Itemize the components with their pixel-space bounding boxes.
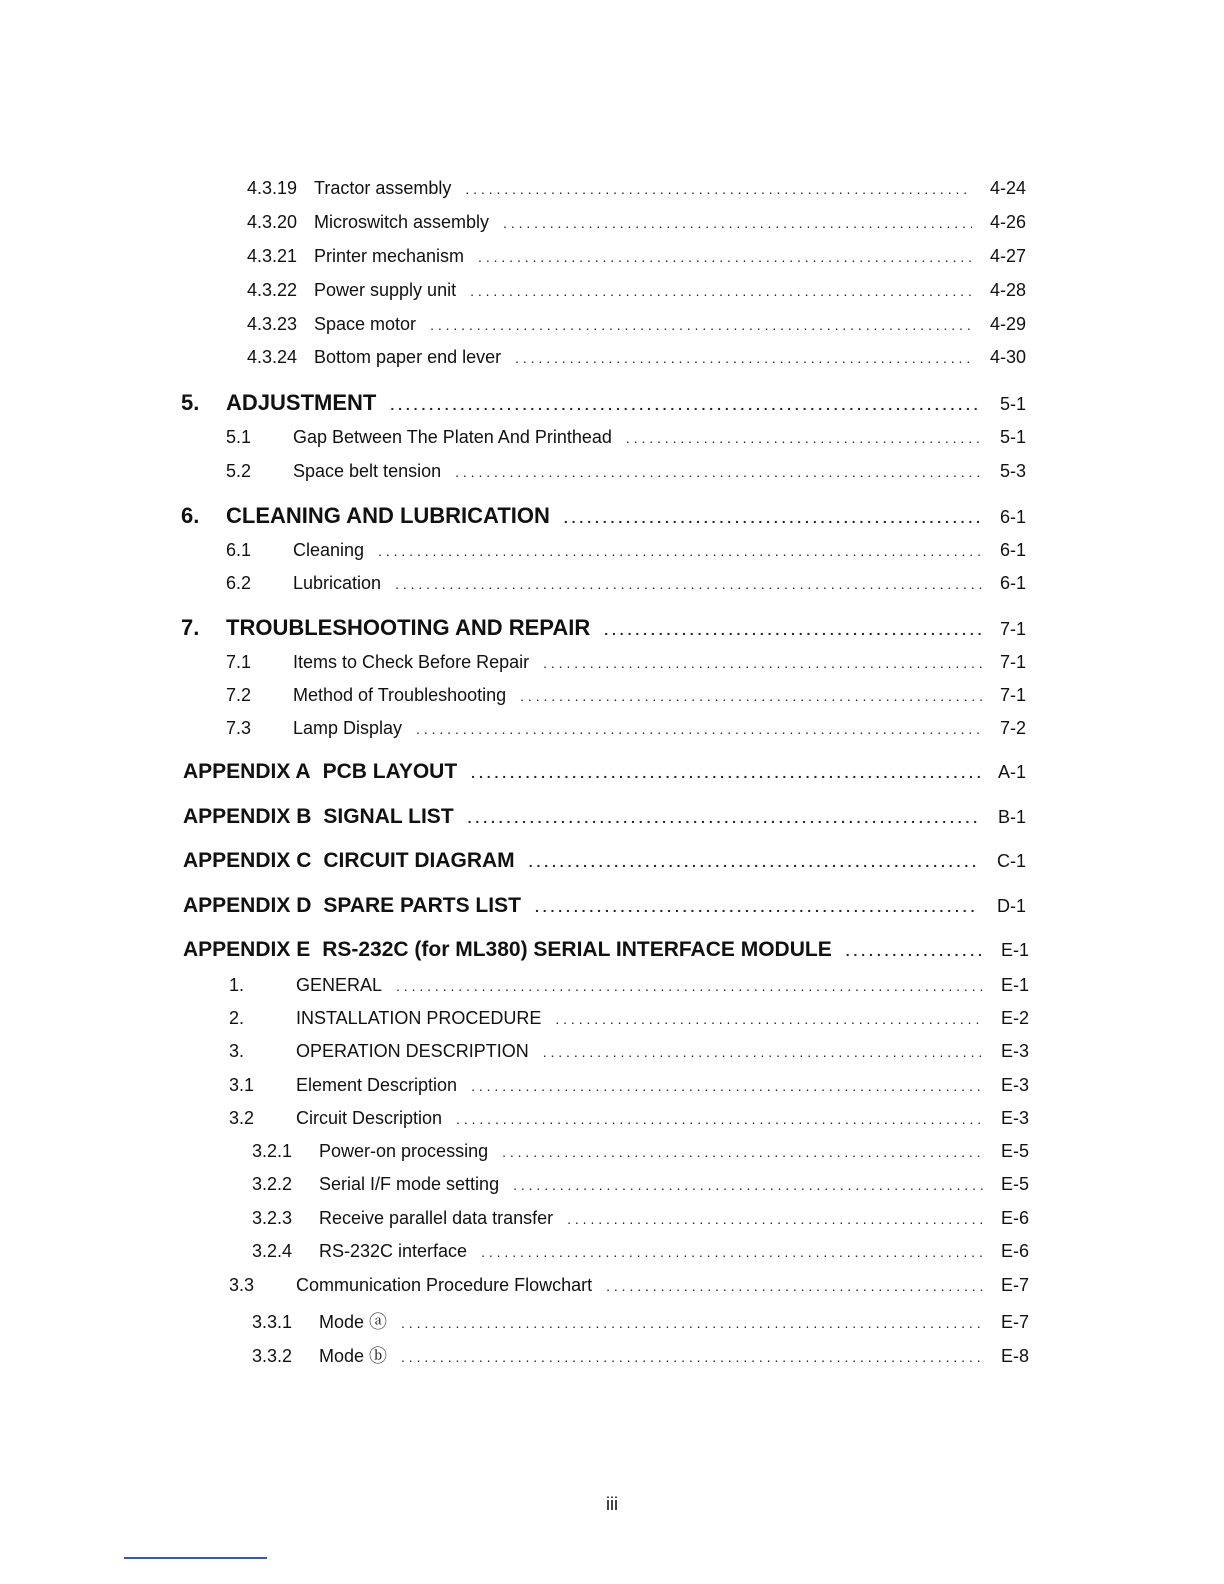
entry-title: Power-on processing	[319, 1141, 489, 1161]
entry-page: 6-1	[999, 573, 1026, 593]
dot-leader	[455, 461, 982, 482]
dot-leader	[543, 652, 982, 673]
entry-title: Mode ⓑ	[319, 1346, 388, 1366]
dot-leader	[846, 938, 983, 962]
entry-number: 2.	[229, 1008, 245, 1028]
chapter-title: ADJUSTMENT	[226, 390, 377, 415]
entry-page: 5-1	[999, 427, 1026, 447]
entry-page: 4-24	[989, 178, 1026, 198]
toc-entry[interactable]	[247, 280, 1026, 301]
entry-page: E-3	[1000, 1075, 1029, 1095]
entry-number: 3.2.3	[252, 1208, 293, 1228]
toc-chapter[interactable]	[181, 390, 1026, 416]
entry-page: E-3	[1000, 1108, 1029, 1128]
entry-page: E-8	[1000, 1346, 1029, 1366]
entry-number: 4.3.22	[247, 280, 298, 300]
appendix-label: APPENDIX B	[183, 805, 312, 828]
entry-title: Space motor	[314, 314, 417, 334]
entry-page: A-1	[997, 762, 1026, 782]
toc-entry[interactable]	[247, 347, 1026, 368]
dot-leader	[513, 1174, 983, 1195]
entry-number: 3.2	[229, 1108, 255, 1128]
toc-entry[interactable]	[229, 1008, 1029, 1029]
dot-leader	[535, 894, 979, 918]
appendix-label: APPENDIX D	[183, 894, 312, 917]
entry-number: 3.2.1	[252, 1141, 293, 1161]
entry-title: Items to Check Before Repair	[293, 652, 530, 672]
dot-leader	[515, 347, 972, 368]
toc-entry[interactable]	[247, 314, 1026, 335]
dot-leader	[401, 1312, 983, 1333]
dot-leader	[567, 1208, 983, 1229]
entry-number: 3.1	[229, 1075, 255, 1095]
dot-leader	[471, 1075, 983, 1096]
toc-entry[interactable]	[247, 246, 1026, 267]
dot-leader	[390, 390, 982, 416]
entry-page: E-6	[1000, 1208, 1029, 1228]
dot-leader	[529, 849, 979, 873]
entry-title: Tractor assembly	[314, 178, 452, 198]
appendix-title: PCB LAYOUT	[322, 760, 458, 783]
entry-number: 4.3.21	[247, 246, 298, 266]
toc-entry[interactable]	[229, 1275, 1029, 1296]
chapter-number: 5.	[181, 390, 200, 415]
entry-title: Bottom paper end lever	[314, 347, 502, 367]
entry-title: Mode ⓐ	[319, 1312, 388, 1332]
entry-page: C-1	[996, 851, 1026, 871]
dot-leader	[396, 975, 983, 996]
dot-leader	[416, 718, 982, 739]
dot-leader	[555, 1008, 983, 1029]
entry-number: 6.2	[226, 573, 252, 593]
toc-appendix[interactable]	[183, 938, 1029, 962]
entry-page: 7-2	[999, 718, 1026, 738]
entry-title: INSTALLATION PROCEDURE	[296, 1008, 542, 1028]
entry-number: 5.2	[226, 461, 252, 481]
entry-number: 3.3.2	[252, 1346, 293, 1366]
entry-page: 7-1	[999, 619, 1026, 639]
toc-entry[interactable]	[226, 718, 1026, 739]
toc-entry[interactable]	[229, 1041, 1029, 1062]
toc-entry[interactable]	[226, 461, 1026, 482]
dot-leader	[471, 760, 980, 784]
dot-leader	[502, 1141, 983, 1162]
dot-leader	[395, 573, 982, 594]
toc-entry[interactable]	[252, 1208, 1029, 1229]
entry-page: E-7	[1000, 1275, 1029, 1295]
dot-leader	[503, 212, 972, 233]
chapter-title: TROUBLESHOOTING AND REPAIR	[226, 615, 591, 640]
toc-entry[interactable]	[226, 652, 1026, 673]
entry-page: 4-28	[989, 280, 1026, 300]
page-number: iii	[606, 1494, 618, 1514]
entry-number: 5.1	[226, 427, 252, 447]
entry-page: 5-1	[999, 394, 1026, 414]
toc-entry[interactable]	[252, 1174, 1029, 1195]
dot-leader	[465, 178, 972, 199]
entry-page: 6-1	[999, 507, 1026, 527]
chapter-title: CLEANING AND LUBRICATION	[226, 503, 550, 528]
entry-page: 4-30	[989, 347, 1026, 367]
entry-number: 3.3	[229, 1275, 255, 1295]
toc-entry[interactable]	[226, 540, 1026, 561]
dot-leader	[604, 615, 982, 641]
dot-leader	[564, 503, 982, 529]
entry-number: 3.2.4	[252, 1241, 293, 1261]
toc-entry[interactable]	[229, 1075, 1029, 1096]
entry-title: Gap Between The Platen And Printhead	[293, 427, 612, 447]
entry-title: Cleaning	[293, 540, 365, 560]
entry-title: Microswitch assembly	[314, 212, 490, 232]
entry-number: 4.3.20	[247, 212, 298, 232]
footer-rule	[124, 1557, 267, 1559]
entry-number: 7.3	[226, 718, 252, 738]
entry-title: Circuit Description	[296, 1108, 443, 1128]
entry-title: Receive parallel data transfer	[319, 1208, 554, 1228]
appendix-label: APPENDIX A	[183, 760, 311, 783]
toc-entry[interactable]	[229, 975, 1029, 996]
entry-title: Lamp Display	[293, 718, 403, 738]
entry-page: 4-29	[989, 314, 1026, 334]
entry-page: E-6	[1000, 1241, 1029, 1261]
toc-appendix[interactable]	[183, 894, 1026, 918]
dot-leader	[378, 540, 982, 561]
dot-leader	[401, 1346, 983, 1367]
entry-title: Space belt tension	[293, 461, 442, 481]
entry-title: Communication Procedure Flowchart	[296, 1275, 593, 1295]
chapter-number: 7.	[181, 615, 200, 640]
entry-number: 6.1	[226, 540, 252, 560]
entry-number: 3.3.1	[252, 1312, 293, 1332]
dot-leader	[520, 685, 982, 706]
entry-number: 7.2	[226, 685, 252, 705]
entry-page: 5-3	[999, 461, 1026, 481]
entry-number: 1.	[229, 975, 245, 995]
toc-entry[interactable]	[229, 1108, 1029, 1129]
entry-title: Printer mechanism	[314, 246, 465, 266]
dot-leader	[481, 1241, 983, 1262]
entry-page: 4-27	[989, 246, 1026, 266]
dot-leader	[470, 280, 972, 301]
appendix-title: SPARE PARTS LIST	[323, 894, 521, 917]
toc-entry[interactable]	[226, 685, 1026, 706]
chapter-number: 6.	[181, 503, 200, 528]
entry-number: 3.	[229, 1041, 245, 1061]
entry-title: Power supply unit	[314, 280, 457, 300]
dot-leader	[468, 805, 980, 829]
toc-entry[interactable]	[252, 1342, 1029, 1368]
toc-entry[interactable]	[252, 1241, 1029, 1262]
toc-entry[interactable]	[226, 427, 1026, 448]
entry-page: E-7	[1000, 1312, 1029, 1332]
toc-appendix[interactable]	[183, 760, 1026, 784]
entry-title: GENERAL	[296, 975, 383, 995]
appendix-label: APPENDIX C	[183, 849, 312, 872]
entry-page: E-2	[1000, 1008, 1029, 1028]
entry-page: E-1	[1000, 940, 1029, 960]
entry-number: 3.2.2	[252, 1174, 293, 1194]
entry-title: RS-232C interface	[319, 1241, 468, 1261]
toc-chapter[interactable]	[181, 615, 1026, 641]
entry-page: B-1	[997, 807, 1026, 827]
appendix-title: CIRCUIT DIAGRAM	[323, 849, 515, 872]
entry-title: Serial I/F mode setting	[319, 1174, 500, 1194]
appendix-label: APPENDIX E	[183, 938, 311, 961]
entry-title: Method of Troubleshooting	[293, 685, 507, 705]
toc-appendix[interactable]	[183, 805, 1026, 829]
entry-title: Lubrication	[293, 573, 382, 593]
entry-number: 4.3.23	[247, 314, 298, 334]
entry-number: 4.3.24	[247, 347, 298, 367]
entry-page: E-5	[1000, 1141, 1029, 1161]
dot-leader	[478, 246, 972, 267]
entry-page: E-5	[1000, 1174, 1029, 1194]
toc-chapter[interactable]	[181, 503, 1026, 529]
toc-entry[interactable]	[247, 178, 1026, 199]
dot-leader	[626, 427, 982, 448]
toc-entry[interactable]	[252, 1308, 1029, 1334]
entry-page: 4-26	[989, 212, 1026, 232]
toc-appendix[interactable]	[183, 849, 1026, 873]
toc-entry[interactable]	[226, 573, 1026, 594]
dot-leader	[606, 1275, 983, 1296]
entry-title: Element Description	[296, 1075, 458, 1095]
entry-title: OPERATION DESCRIPTION	[296, 1041, 529, 1061]
appendix-title: SIGNAL LIST	[323, 805, 454, 828]
entry-page: 7-1	[999, 685, 1026, 705]
entry-page: 7-1	[999, 652, 1026, 672]
appendix-title: RS-232C (for ML380) SERIAL INTERFACE MODULE	[322, 938, 832, 961]
entry-number: 7.1	[226, 652, 252, 672]
entry-number: 4.3.19	[247, 178, 298, 198]
entry-page: E-3	[1000, 1041, 1029, 1061]
dot-leader	[543, 1041, 983, 1062]
entry-page: E-1	[1000, 975, 1029, 995]
toc-entry[interactable]	[247, 212, 1026, 233]
entry-page: D-1	[996, 896, 1026, 916]
dot-leader	[456, 1108, 983, 1129]
toc-entry[interactable]	[252, 1141, 1029, 1162]
dot-leader	[430, 314, 972, 335]
entry-page: 6-1	[999, 540, 1026, 560]
